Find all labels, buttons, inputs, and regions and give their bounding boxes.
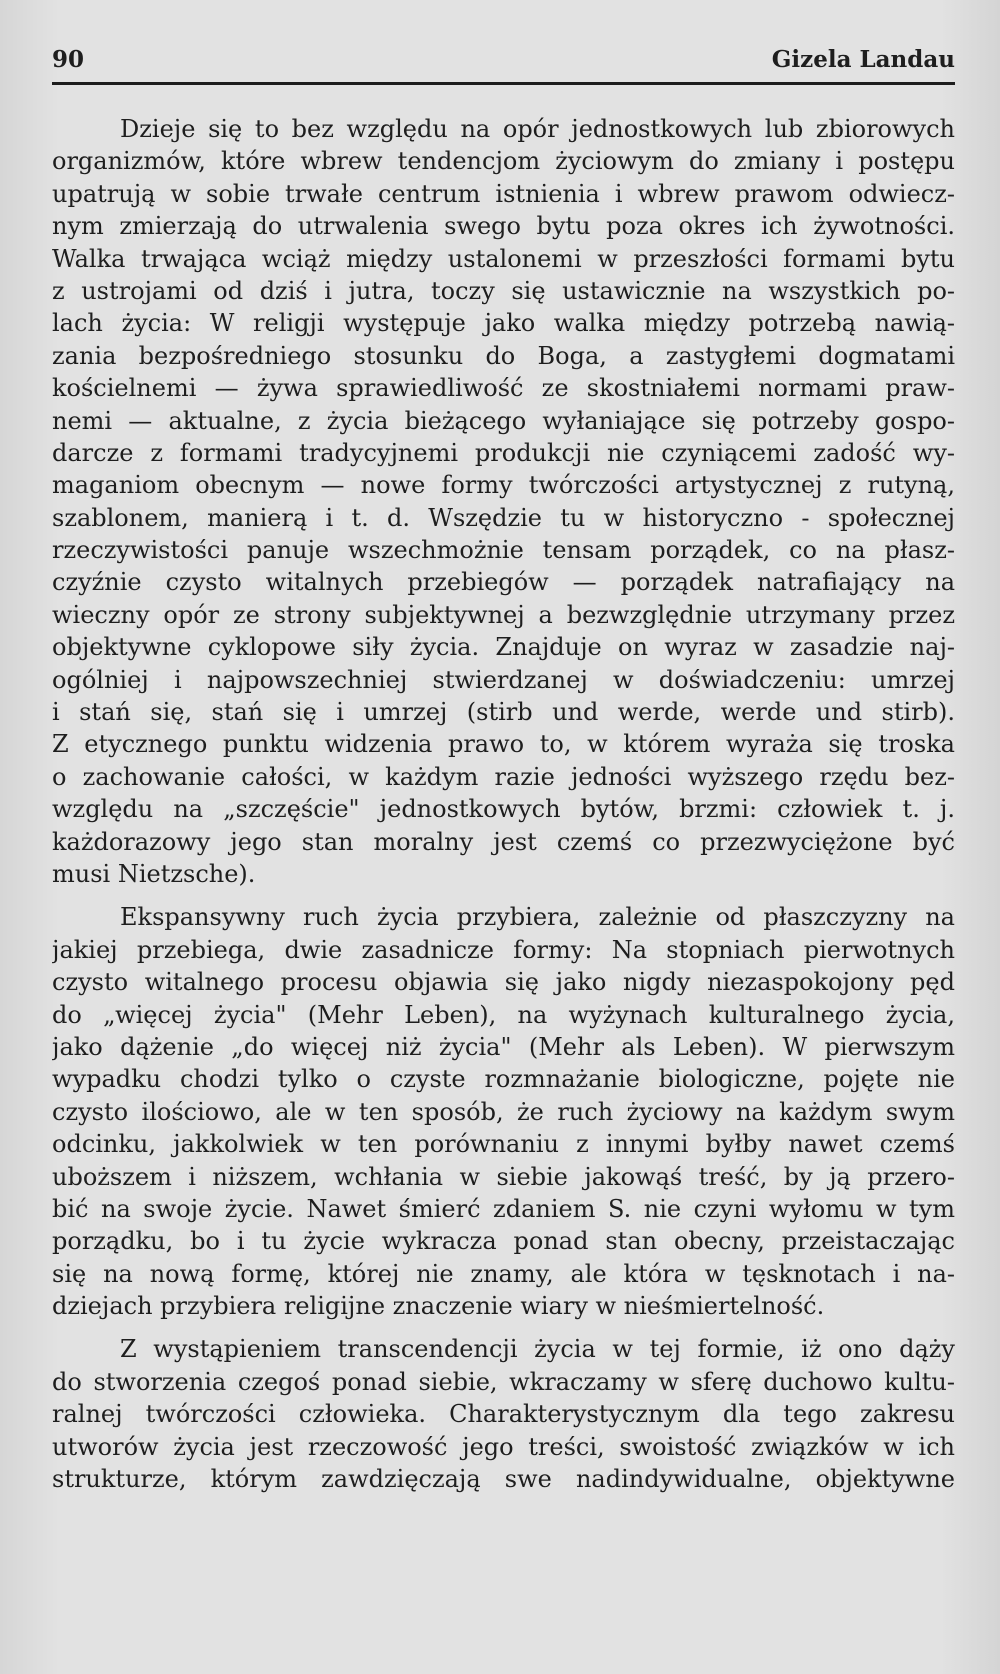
text-line: Z etycznego punktu widzenia prawo to, w którem wyraża się troska	[52, 730, 955, 759]
text-line: każdorazowy jego stan moralny jest czemś co przezwyciężone być	[52, 827, 955, 856]
text-line: lach życia: W religji występuje jako walka między potrzebą nawią-	[52, 309, 955, 338]
running-head-author: Gizela Landau	[771, 46, 955, 73]
text-line: ogólniej i najpowszechniej stwierdzanej w doświadczeniu: umrzej	[52, 665, 955, 694]
text-line: czysto witalnego procesu objawia się jako nigdy niezaspokojony pęd	[52, 968, 955, 997]
page-number: 90	[52, 46, 85, 73]
text-line: do stworzenia czegoś ponad siebie, wkraczamy w sferę duchowo kultu-	[52, 1367, 955, 1396]
text-line: dziejach przybiera religijne znaczenie wiary w nieśmiertelność.	[52, 1292, 825, 1321]
page-header	[52, 46, 955, 78]
paragraph-gap	[52, 1322, 955, 1333]
paragraph-gap	[52, 890, 955, 901]
text-line: zania bezpośredniego stosunku do Boga, a zastygłemi dogmatami	[52, 341, 955, 370]
text-line: czyźnie czysto witalnych przebiegów — porządek natrafiający na	[52, 568, 955, 597]
text-line: wypadku chodzi tylko o czyste rozmnażanie biologiczne, pojęte nie	[52, 1065, 955, 1094]
text-line: maganiom obecnym — nowe formy twórczości artystycznej z rutyną,	[52, 471, 955, 500]
text-line: strukturze, którym zawdzięczają swe nadindywidualne, objektywne	[52, 1465, 955, 1494]
text-line: ralnej twórczości człowieka. Charakterystycznym dla tego zakresu	[52, 1400, 955, 1429]
text-line: i stań się, stań się i umrzej (stirb und werde, werde und stirb).	[52, 698, 955, 727]
text-line: porządku, bo i tu życie wykracza ponad stan obecny, przeistaczając	[52, 1227, 955, 1256]
text-line: o zachowanie całości, w każdym razie jedności wyższego rzędu bez-	[52, 762, 955, 791]
text-line: nym zmierzają do utrwalenia swego bytu poza okres ich żywotności.	[52, 212, 955, 241]
text-line: upatrują w sobie trwałe centrum istnienia i wbrew prawom odwiecz-	[52, 179, 955, 208]
text-line: się na nową formę, której nie znamy, ale która w tęsknotach i na-	[52, 1259, 955, 1288]
text-line: utworów życia jest rzeczowość jego treści, swoistość związków w ich	[52, 1432, 955, 1461]
text-line: do „więcej życia" (Mehr Leben), na wyżynach kulturalnego życia,	[52, 1000, 955, 1029]
text-line: szablonem, manierą i t. d. Wszędzie tu w historyczno - społecznej	[52, 503, 955, 532]
text-line: kościelnemi — żywa sprawiedliwość ze skostniałemi normami praw-	[52, 374, 955, 403]
text-line: odcinku, jakkolwiek w ten porównaniu z innymi byłby nawet czemś	[52, 1130, 955, 1159]
text-line: jako dążenie „do więcej niż życia" (Mehr als Leben). W pierwszym	[52, 1032, 955, 1061]
text-line: darcze z formami tradycyjnemi produkcji nie czyniącemi zadość wy-	[52, 438, 955, 467]
paragraph	[52, 113, 955, 890]
text-line: Ekspansywny ruch życia przybiera, zależnie od płaszczyzny na	[120, 903, 955, 932]
paragraph	[52, 901, 955, 1322]
text-line: jakiej przebiega, dwie zasadnicze formy: Na stopniach pierwotnych	[52, 935, 955, 964]
text-line: Walka trwająca wciąż między ustalonemi w przeszłości formami bytu	[52, 244, 955, 273]
text-line: musi Nietzsche).	[52, 859, 256, 888]
text-line: czysto ilościowo, ale w ten sposób, że ruch życiowy na każdym swym	[52, 1097, 955, 1126]
text-line: rzeczywistości panuje wszechmożnie tensam porządek, co na płasz-	[52, 536, 955, 565]
text-line: Dzieje się to bez względu na opór jednostkowych lub zbiorowych	[120, 115, 955, 143]
text-line: organizmów, które wbrew tendencjom życiowym do zmiany i postępu	[52, 147, 955, 176]
text-line: nemi — aktualne, z życia bieżącego wyłaniające się potrzeby gospo-	[52, 406, 955, 435]
body-text	[52, 113, 955, 1495]
text-line: względu na „szczęście" jednostkowych bytów, brzmi: człowiek t. j.	[52, 795, 955, 824]
text-line: bić na swoje życie. Nawet śmierć zdaniem S. nie czyni wyłomu w tym	[52, 1194, 955, 1223]
text-line: wieczny opór ze strony subjektywnej a bezwzględnie utrzymany przez	[52, 600, 955, 629]
text-line: uboższem i niższem, wchłania w siebie jakowąś treść, by ją przero-	[52, 1162, 955, 1191]
text-line: objektywne cyklopowe siły życia. Znajduje on wyraz w zasadzie naj-	[52, 633, 955, 662]
text-line: Z wystąpieniem transcendencji życia w tej formie, iż ono dąży	[120, 1335, 955, 1364]
paragraph	[52, 1333, 955, 1495]
header-rule	[52, 82, 955, 85]
text-line: z ustrojami od dziś i jutra, toczy się ustawicznie na wszystkich po-	[52, 276, 955, 305]
